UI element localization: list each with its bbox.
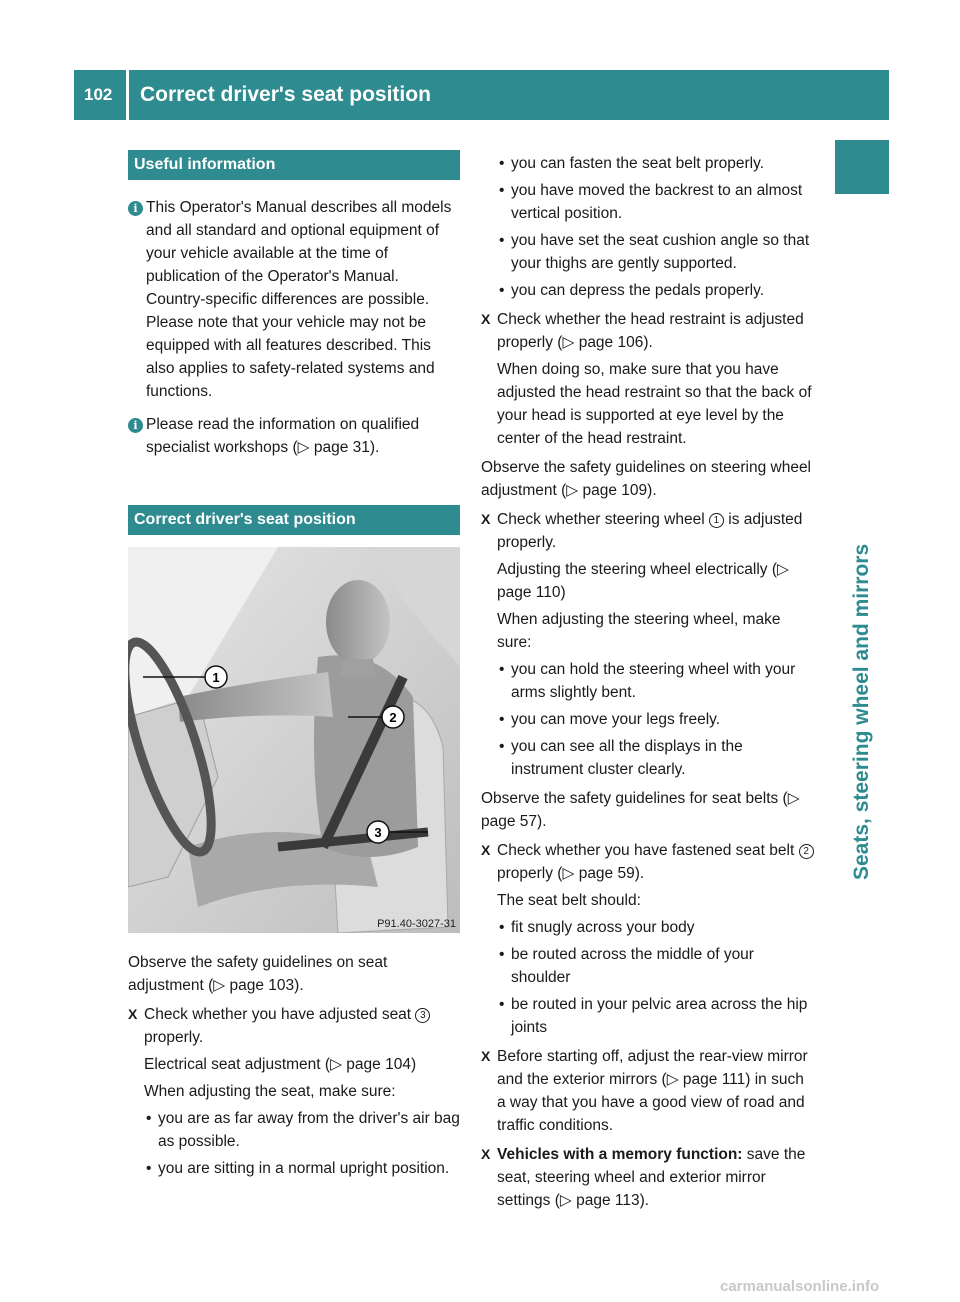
observe-seat-text: Observe the safety guidelines on seat adjustment (▷ page 103). xyxy=(128,954,388,994)
info-note-text: Please read the information on qualified specialist workshops (▷ page 31). xyxy=(146,416,420,456)
step-seat-text-a: Check whether you have adjusted seat xyxy=(144,1006,412,1023)
list-item-text: you can see all the displays in the instrument cluster clearly. xyxy=(511,738,743,778)
step-memory-text: save the seat, steering wheel and exterior mirror settings (▷ page 113). xyxy=(497,1146,806,1209)
step-steering-wheel xyxy=(481,508,816,554)
callout-ref-1: 1 xyxy=(709,513,724,528)
list-item xyxy=(481,279,816,302)
bullet-icon: • xyxy=(499,232,505,249)
when-adjusting-seat-text: When adjusting the seat, make sure: xyxy=(144,1083,396,1100)
list-item-text: you are sitting in a normal upright position. xyxy=(158,1160,450,1177)
list-item-text: you have set the seat cushion angle so that your thighs are gently supported. xyxy=(511,232,810,272)
step-head-restraint-text: Check whether the head restraint is adjusted properly (▷ page 106). xyxy=(497,311,804,351)
list-item-text: fit snugly across your body xyxy=(511,919,695,936)
list-item xyxy=(481,943,816,989)
bullet-icon: • xyxy=(146,1110,152,1127)
bullet-icon: • xyxy=(499,919,505,936)
list-item-text: you are as far away from the driver's air bag as possible. xyxy=(158,1110,460,1150)
when-adjusting-wheel-text: When adjusting the steering wheel, make sure: xyxy=(497,611,781,651)
chapter-side-label-wrap xyxy=(835,220,889,880)
callout-1: 1 xyxy=(212,670,220,685)
list-item xyxy=(128,1107,460,1153)
list-item xyxy=(481,152,816,175)
right-column xyxy=(481,152,816,1212)
observe-belts-text: Observe the safety guidelines for seat belts (▷ page 57). xyxy=(481,790,800,830)
chapter-tab xyxy=(835,140,889,194)
step-memory-bold: Vehicles with a memory function: xyxy=(497,1146,743,1163)
bullet-icon: • xyxy=(499,182,505,199)
list-item xyxy=(481,916,816,939)
left-column xyxy=(128,150,460,1180)
head-restraint-note: When doing so, make sure that you have adjusted the head restraint so that the back of your head is supported at eye level by the center of the head restraint. xyxy=(497,361,812,447)
step-memory-function xyxy=(481,1143,816,1212)
list-item xyxy=(481,735,816,781)
list-item xyxy=(481,179,816,225)
section-heading: Correct driver's seat position xyxy=(128,505,460,535)
bullet-icon: • xyxy=(499,738,505,755)
page-title: Correct driver's seat position xyxy=(140,83,431,106)
info-icon: i xyxy=(128,201,143,216)
belt-should-text: The seat belt should: xyxy=(497,892,641,909)
bullet-icon: • xyxy=(499,155,505,172)
step-marker-icon: X xyxy=(481,842,491,858)
list-item xyxy=(128,1157,460,1180)
step-seat-belt xyxy=(481,839,816,885)
step-wheel-text-b: is adjusted properly. xyxy=(497,511,803,551)
callout-2: 2 xyxy=(389,710,397,725)
step-seat xyxy=(128,1003,460,1049)
list-item xyxy=(481,229,816,275)
page-number: 102 xyxy=(84,85,113,104)
step-wheel-text-a: Check whether steering wheel xyxy=(497,511,705,528)
step-belt-text-a: Check whether you have fastened seat belt xyxy=(497,842,795,859)
chapter-side-label: Seats, steering wheel and mirrors xyxy=(850,543,873,880)
callout-ref-3: 3 xyxy=(415,1008,430,1023)
list-item-text: you have moved the backrest to an almost vertical position. xyxy=(511,182,803,222)
driver-seat-illustration xyxy=(128,547,460,933)
header-divider xyxy=(126,70,129,120)
info-note-text: This Operator's Manual describes all models and all standard and optional equipment of your vehicle available at the time of publication of the Operator's Manual. Country-specific differences are possible. Please note that your vehicle may not be equipped with all features described. This also applies to safety-related systems and functions. xyxy=(146,199,452,400)
list-item-text: you can depress the pedals properly. xyxy=(511,282,765,299)
step-marker-icon: X xyxy=(481,511,491,527)
info-note xyxy=(128,196,460,403)
step-mirrors-text: Before starting off, adjust the rear-view mirror and the exterior mirrors (▷ page 111) in such a way that you have a good view of road and traffic conditions. xyxy=(497,1048,808,1134)
figure-code: P91.40-3027-31 xyxy=(377,918,456,930)
bullet-icon: • xyxy=(499,996,505,1013)
electrical-seat-text: Electrical seat adjustment (▷ page 104) xyxy=(144,1056,417,1073)
callout-3: 3 xyxy=(374,825,382,840)
info-icon: i xyxy=(128,418,143,433)
step-mirrors xyxy=(481,1045,816,1137)
bullet-icon: • xyxy=(499,946,505,963)
step-marker-icon: X xyxy=(481,1048,491,1064)
bullet-icon: • xyxy=(499,711,505,728)
useful-information-heading: Useful information xyxy=(128,150,460,180)
bullet-icon: • xyxy=(499,661,505,678)
step-belt-text-b: properly (▷ page 59). xyxy=(497,865,645,882)
step-marker-icon: X xyxy=(481,1146,491,1162)
list-item-text: you can fasten the seat belt properly. xyxy=(511,155,765,172)
step-seat-text-b: properly. xyxy=(144,1029,204,1046)
bullet-icon: • xyxy=(146,1160,152,1177)
step-head-restraint xyxy=(481,308,816,354)
observe-steering-text: Observe the safety guidelines on steering wheel adjustment (▷ page 109). xyxy=(481,459,812,499)
adjusting-wheel-electrically-text: Adjusting the steering wheel electrically (▷ page 110) xyxy=(497,561,789,601)
watermark: carmanualsonline.info xyxy=(720,1278,880,1295)
info-note xyxy=(128,413,460,459)
step-marker-icon: X xyxy=(481,311,491,327)
list-item-text: be routed in your pelvic area across the hip joints xyxy=(511,996,808,1036)
list-item xyxy=(481,708,816,731)
list-item-text: be routed across the middle of your shoulder xyxy=(511,946,754,986)
bullet-icon: • xyxy=(499,282,505,299)
seat-position-illustration xyxy=(128,547,460,933)
step-marker-icon: X xyxy=(128,1006,138,1022)
list-item xyxy=(481,993,816,1039)
list-item-text: you can hold the steering wheel with your arms slightly bent. xyxy=(511,661,796,701)
callout-ref-2: 2 xyxy=(799,844,814,859)
list-item-text: you can move your legs freely. xyxy=(511,711,721,728)
list-item xyxy=(481,658,816,704)
